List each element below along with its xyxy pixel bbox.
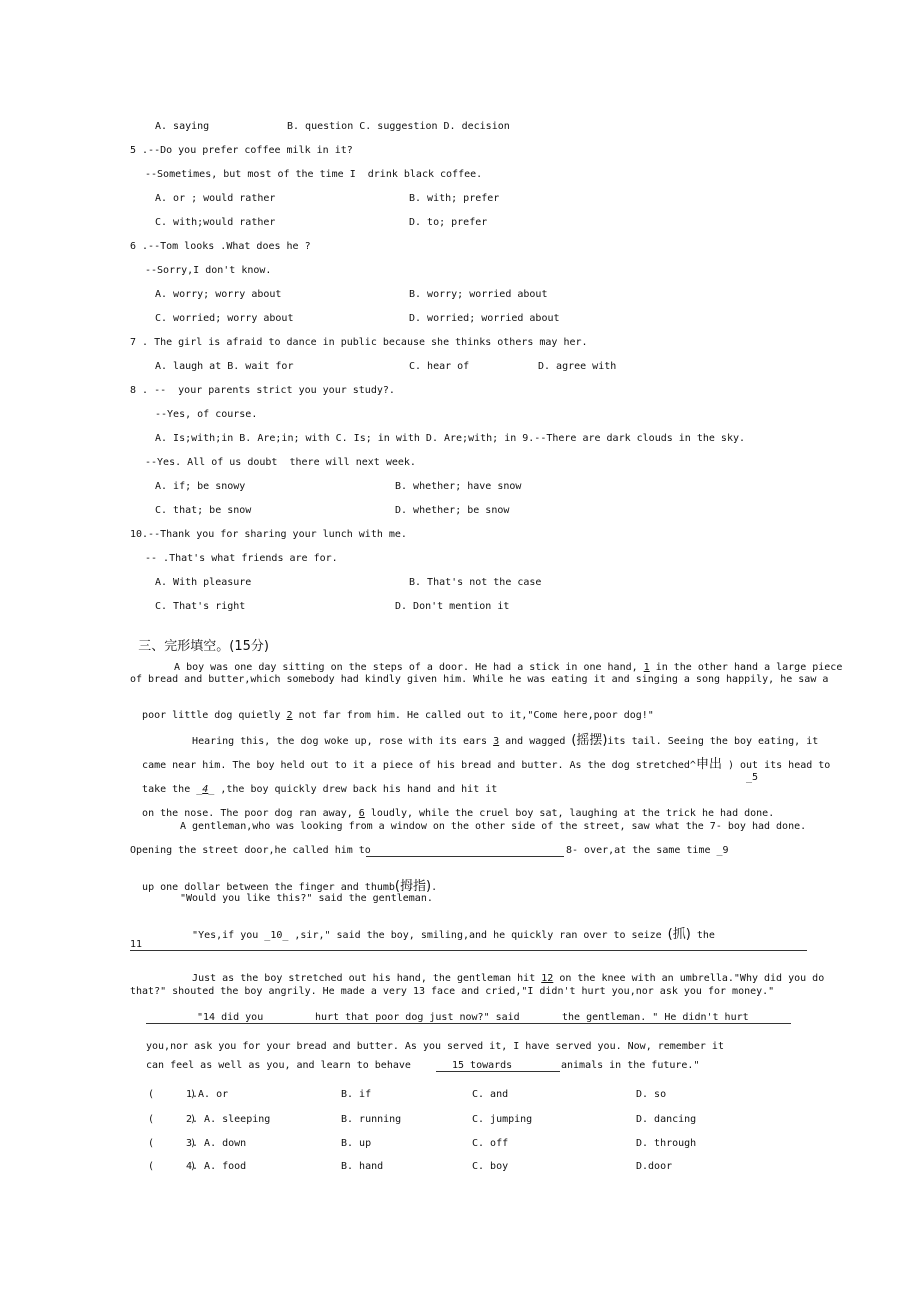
cloze-1-option-b: B. if: [341, 1089, 372, 1100]
passage-p6-line2: that?" shouted the boy angrily. He made a very 13 face and cried,"I didn't hurt you,nor ask you for money.": [130, 986, 775, 997]
q10-option-d: D. Don't mention it: [395, 601, 510, 612]
text-run: A boy was one day sitting on the steps of a door. He had a stick in one hand,: [174, 662, 644, 673]
gloss-thumb: (拇指): [394, 879, 432, 894]
line-14-underline: [146, 1023, 791, 1024]
cloze-2-option-b: B. running: [341, 1114, 402, 1125]
text-run: on the knee with an umbrella."Why did you do: [553, 973, 825, 984]
q7-stem: 7 . The girl is afraid to dance in public because she thinks others may her.: [130, 337, 588, 348]
passage-p6-line1: [180, 961, 824, 985]
blank-15-underline: [436, 1071, 560, 1072]
passage-p3-line2a: Opening the street door,he called him to: [130, 845, 371, 856]
q5-option-b: B. with; prefer: [409, 193, 500, 204]
cloze-4-option-d: D.door: [636, 1161, 673, 1172]
text-run: not far from him. He called out to it,"Come here,poor dog!": [292, 710, 654, 721]
cloze-1-paren[interactable]: ( ): [148, 1089, 197, 1100]
q6-option-c: C. worried; worry about: [155, 313, 294, 324]
passage-p2-line1: [180, 723, 818, 748]
gloss-wag: (摇摆): [571, 733, 608, 748]
cloze-4-option-a: 4. A. food: [186, 1161, 247, 1172]
text-run: up one dollar between the finger and thumb: [142, 882, 395, 893]
passage-p4: "Would you like this?" said the gentleman.: [180, 893, 433, 904]
blank-2: 2: [286, 710, 293, 721]
cloze-2-option-d: D. dancing: [636, 1114, 697, 1125]
passage-p6-line3c: the gentleman. " He didn't hurt: [562, 1012, 749, 1023]
q8-options-and-q9-stem: A. Is;with;in B. Are;in; with C. Is; in with D. Are;with; in 9.--There are dark clouds in the sky.: [155, 433, 746, 444]
text-run: Just as the boy stretched out his hand, the gentleman hit: [192, 973, 542, 984]
cloze-4-paren[interactable]: ( ): [148, 1161, 197, 1172]
q9-option-a: A. if; be snowy: [155, 481, 246, 492]
passage-p5: [180, 917, 715, 942]
q10-reply: -- .That's what friends are for.: [145, 553, 338, 564]
text-run: came near him. The boy held out to it a piece of his bread and butter. As the dog stretched^: [142, 760, 696, 771]
text-run: "Yes,if you _10_ ,sir," said the boy, smiling,and he quickly ran over to seize: [192, 930, 668, 941]
cloze-3-paren[interactable]: ( ): [148, 1138, 197, 1149]
cloze-1-option-d: D. so: [636, 1089, 667, 1100]
text-run: ) out its head to: [721, 760, 831, 771]
cloze-3-option-c: C. off: [472, 1138, 509, 1149]
q9-option-c: C. that; be snow: [155, 505, 252, 516]
cloze-1-option-c: C. and: [472, 1089, 509, 1100]
q4-option-a: A. saying: [155, 121, 210, 132]
q6-reply: --Sorry,I don't know.: [145, 265, 272, 276]
q5-stem: 5 .--Do you prefer coffee milk in it?: [130, 145, 353, 156]
passage-p3-line2b: 8- over,at the same time _9: [566, 845, 729, 856]
passage-p2-line2: [130, 747, 830, 772]
text-run: and wagged: [499, 736, 572, 747]
passage-p6-line5a: can feel as well as you, and learn to behave: [146, 1060, 411, 1071]
gloss-seize: (抓): [667, 927, 691, 942]
blank-11: 11: [130, 939, 143, 950]
cloze-1-option-a: 1.A. or: [186, 1089, 229, 1100]
text-run: Hearing this, the dog woke up, rose with its ears: [192, 736, 494, 747]
blank-11-underline: [130, 950, 807, 951]
q7-option-d: D. agree with: [538, 361, 617, 372]
q6-stem: 6 .--Tom looks .What does he ?: [130, 241, 311, 252]
q7-option-c: C. hear of: [409, 361, 470, 372]
q6-option-a: A. worry; worry about: [155, 289, 282, 300]
q8-reply: --Yes, of course.: [155, 409, 258, 420]
q9-option-b: B. whether; have snow: [395, 481, 522, 492]
passage-p1-line2: of bread and butter,which somebody had kindly given him. While he was eating it and singing a song happily, he saw a: [130, 674, 829, 685]
text-run: poor little dog quietly: [142, 710, 287, 721]
blank-3: 3: [493, 736, 500, 747]
passage-p6-line3a: "14 did you: [197, 1012, 264, 1023]
passage-p2-line4: [130, 796, 774, 820]
text-run: take the _: [142, 784, 203, 795]
cloze-2-option-a: 2. A. sleeping: [186, 1114, 271, 1125]
passage-p3-line1: A gentleman,who was looking from a window on the other side of the street, saw what the 7- boy had done.: [180, 821, 807, 832]
cloze-3-option-b: B. up: [341, 1138, 372, 1149]
cloze-2-paren[interactable]: ( ): [148, 1114, 197, 1125]
q6-option-d: D. worried; worried about: [409, 313, 560, 324]
q9-reply: --Yes. All of us doubt there will next week.: [145, 457, 416, 468]
blank-5: _5: [746, 772, 759, 783]
passage-p2-line3: [130, 772, 497, 796]
passage-p1-line1: [162, 650, 842, 674]
q6-option-b: B. worry; worried about: [409, 289, 548, 300]
blank-1: 1: [643, 662, 650, 673]
q10-option-c: C. That's right: [155, 601, 246, 612]
text-run: .: [431, 882, 438, 893]
q8-stem: 8 . -- your parents strict you your study?.: [130, 385, 395, 396]
blank-8-underline: [366, 856, 564, 857]
cloze-3-option-d: D. through: [636, 1138, 697, 1149]
q4-options-bcd: B. question C. suggestion D. decision: [287, 121, 510, 132]
blank-4: 4: [202, 784, 209, 795]
blank-12: 12: [541, 973, 554, 984]
cloze-2-option-c: C. jumping: [472, 1114, 533, 1125]
q10-option-b: B. That's not the case: [409, 577, 542, 588]
section-3-title: 三、完形填空。: [138, 639, 230, 654]
passage-p6-line3b: hurt that poor dog just now?" said: [315, 1012, 520, 1023]
passage-p6-line5c: animals in the future.": [561, 1060, 700, 1071]
q5-reply: --Sometimes, but most of the time I drink black coffee.: [145, 169, 483, 180]
text-run: the: [690, 930, 715, 941]
q10-stem: 10.--Thank you for sharing your lunch with me.: [130, 529, 407, 540]
passage-p1-line3: [130, 698, 654, 722]
blank-6: 6: [358, 808, 365, 819]
text-run: in the other hand a large piece: [649, 662, 843, 673]
gloss-stretch: 申出: [695, 757, 722, 772]
q5-option-a: A. or ; would rather: [155, 193, 276, 204]
q5-option-c: C. with;would rather: [155, 217, 276, 228]
text-run: _ ,the boy quickly drew back his hand and hit it: [208, 784, 498, 795]
cloze-4-option-c: C. boy: [472, 1161, 509, 1172]
q7-option-ab: A. laugh at B. wait for: [155, 361, 294, 372]
blank-15: 15 towards: [452, 1060, 513, 1071]
q5-option-d: D. to; prefer: [409, 217, 488, 228]
passage-p3-line3: [130, 869, 437, 894]
cloze-3-option-a: 3. A. down: [186, 1138, 247, 1149]
passage-p6-line4: you,nor ask you for your bread and butter. As you served it, I have served you. Now, remember it: [146, 1041, 724, 1052]
q9-option-d: D. whether; be snow: [395, 505, 510, 516]
section-3-score: (15分): [229, 639, 269, 654]
q10-option-a: A. With pleasure: [155, 577, 252, 588]
text-run: its tail. Seeing the boy eating, it: [607, 736, 819, 747]
cloze-4-option-b: B. hand: [341, 1161, 384, 1172]
text-run: on the nose. The poor dog ran away,: [142, 808, 359, 819]
text-run: loudly, while the cruel boy sat, laughing at the trick he had done.: [364, 808, 775, 819]
